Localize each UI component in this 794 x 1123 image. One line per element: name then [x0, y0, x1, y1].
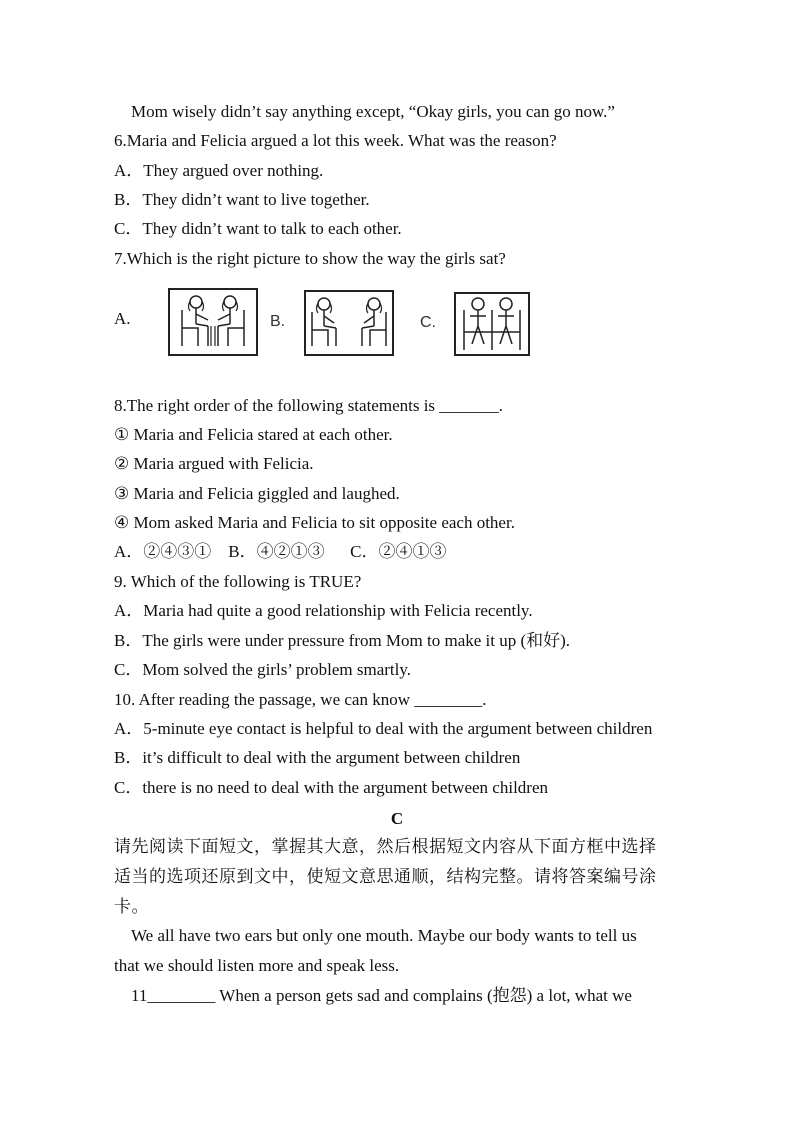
picture-b-seated-apart-facing [304, 290, 394, 356]
q8-statement-2: ② Maria argued with Felicia. [114, 454, 314, 473]
question-9: 9. Which of the following is TRUE? [114, 572, 362, 591]
question-7: 7.Which is the right picture to show the way the girls sat? [114, 249, 506, 268]
question-10: 10. After reading the passage, we can know ________. [114, 690, 487, 709]
q10-option-b: B．it’s difficult to deal with the argument between children [114, 748, 521, 767]
instructions-line-3: 卡。 [114, 897, 149, 916]
passage-closing-line: Mom wisely didn’t say anything except, “Okay girls, you can go now.” [131, 102, 615, 121]
section-heading: C [390, 809, 404, 828]
q8-statement-1: ① Maria and Felicia stared at each other. [114, 425, 393, 444]
q6-option-a: A．They argued over nothing. [114, 161, 324, 180]
instructions-line-1: 请先阅读下面短文，掌握其大意，然后根据短文内容从下面方框中选择 [114, 837, 657, 856]
question-6: 6.Maria and Felicia argued a lot this week. What was the reason? [114, 131, 557, 150]
instructions-line-2: 适当的选项还原到文中，使短文意思通顺，结构完整。请将答案编号涂 [114, 867, 657, 886]
question-8: 8.The right order of the following statements is _______. [114, 396, 504, 415]
q6-option-b: B．They didn’t want to live together. [114, 190, 370, 209]
passage-c-line-2: that we should listen more and speak less. [114, 956, 400, 975]
q9-option-b: B．The girls were under pressure from Mom to make it up (和好). [114, 631, 571, 650]
q6-option-c: C．They didn’t want to talk to each other. [114, 219, 402, 238]
picture-label-c: C. [420, 314, 436, 331]
q8-statement-4: ④ Mom asked Maria and Felicia to sit opposite each other. [114, 513, 515, 532]
q10-option-a: A．5-minute eye contact is helpful to deal with the argument between children [114, 719, 653, 738]
q8-statement-3: ③ Maria and Felicia giggled and laughed. [114, 484, 400, 503]
passage-c-line-1: We all have two ears but only one mouth. Maybe our body wants to tell us [131, 926, 637, 945]
q7-picture-options [114, 288, 594, 360]
q10-option-c: C．there is no need to deal with the argument between children [114, 778, 548, 797]
q8-options: A．②④③① B．④②①③ C．②④①③ [114, 542, 447, 561]
picture-c-seated-side-by-side-front [454, 292, 530, 356]
q9-option-c: C．Mom solved the girls’ problem smartly. [114, 660, 411, 679]
picture-label-b: B. [270, 313, 286, 330]
picture-label-a: A. [114, 309, 131, 328]
picture-a-seated-side-by-side-facing [168, 288, 258, 356]
passage-c-line-3: 11________ When a person gets sad and complains (抱怨) a lot, what we [131, 986, 632, 1005]
q9-option-a: A．Maria had quite a good relationship with Felicia recently. [114, 601, 533, 620]
